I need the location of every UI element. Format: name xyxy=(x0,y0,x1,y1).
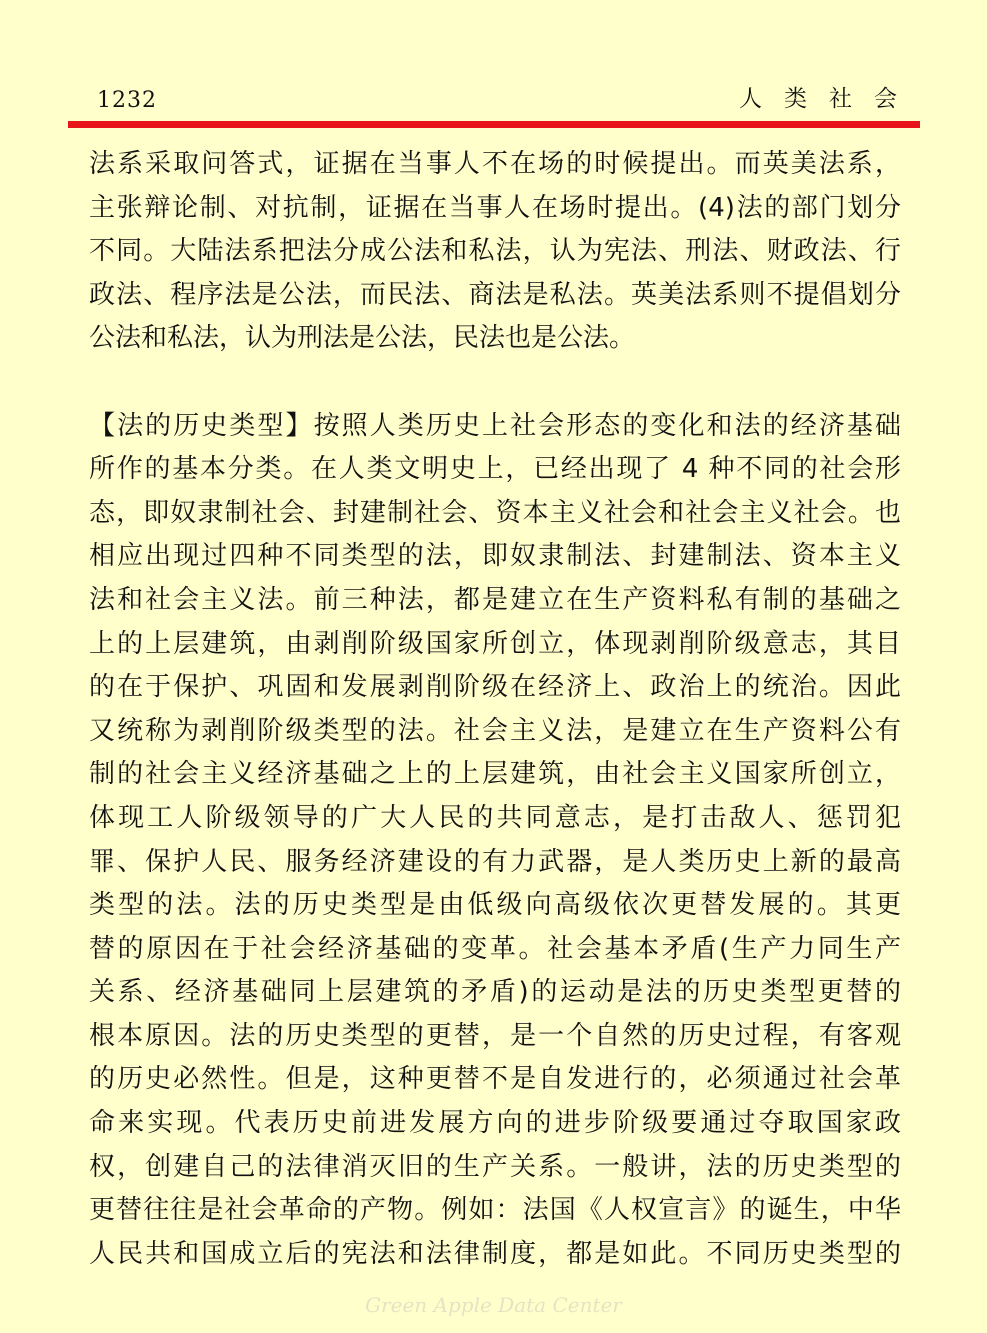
text-line: 替的原因在于社会经济基础的变革。社会基本矛盾(生产力同生产 xyxy=(89,933,901,964)
watermark: Green Apple Data Center xyxy=(365,1293,622,1317)
paragraph-spacer xyxy=(89,361,901,405)
paragraph-1 xyxy=(89,143,901,361)
text-line: 所作的基本分类。在人类文明史上，已经出现了 4 种不同的社会形 xyxy=(89,454,901,485)
text-line: 更替往往是社会革命的产物。例如：法国《人权宣言》的诞生，中华 xyxy=(89,1195,901,1226)
text-line: 罪、保护人民、服务经济建设的有力武器，是人类历史上新的最高 xyxy=(89,846,901,877)
text-line: 人民共和国成立后的宪法和法律制度，都是如此。不同历史类型的 xyxy=(89,1238,901,1269)
body-text xyxy=(89,143,901,1276)
text-line: 法系采取问答式，证据在当事人不在场的时候提出。而英美法系， xyxy=(89,149,901,179)
text-line: 法和社会主义法。前三种法，都是建立在生产资料私有制的基础之 xyxy=(89,584,901,615)
text-line: 的在于保护、巩固和发展剥削阶级在经济上、政治上的统治。因此 xyxy=(89,672,901,703)
text-line: 体现工人阶级领导的广大人民的共同意志，是打击敌人、惩罚犯 xyxy=(89,802,901,833)
text-line: 命来实现。代表历史前进发展方向的进步阶级要通过夺取国家政 xyxy=(89,1108,901,1139)
text-line: 又统称为剥削阶级类型的法。社会主义法，是建立在生产资料公有 xyxy=(89,715,901,746)
text-line: 权，创建自己的法律消灭旧的生产关系。一般讲，法的历史类型的 xyxy=(89,1151,901,1182)
text-line: 上的上层建筑，由剥削阶级国家所创立，体现剥削阶级意志，其目 xyxy=(89,628,901,659)
text-line: 关系、经济基础同上层建筑的矛盾)的运动是法的历史类型更替的 xyxy=(89,977,901,1008)
text-line: 政法、程序法是公法，而民法、商法是私法。英美法系则不提倡划分 xyxy=(89,279,901,310)
text-line: 不同。大陆法系把法分成公法和私法，认为宪法、刑法、财政法、行 xyxy=(89,236,901,267)
header-rule xyxy=(68,121,920,128)
text-line: 的历史必然性。但是，这种更替不是自发进行的，必须通过社会革 xyxy=(89,1064,901,1095)
text-line: 制的社会主义经济基础之上的上层建筑，由社会主义国家所创立， xyxy=(89,759,901,790)
text-line: 公法和私法，认为刑法是公法，民法也是公法。 xyxy=(89,323,636,354)
text-line: 根本原因。法的历史类型的更替，是一个自然的历史过程，有客观 xyxy=(89,1020,901,1051)
text-line: 相应出现过四种不同类型的法，即奴隶制法、封建制法、资本主义 xyxy=(89,541,901,572)
page-number: 1232 xyxy=(97,88,157,113)
text-line: 类型的法。法的历史类型是由低级向高级依次更替发展的。其更 xyxy=(89,890,901,921)
text-line: 主张辩论制、对抗制，证据在当事人在场时提出。(4)法的部门划分 xyxy=(89,192,901,223)
running-title: 人类社会 xyxy=(739,86,919,112)
text-line: 【法的历史类型】按照人类历史上社会形态的变化和法的经济基础 xyxy=(89,410,901,441)
text-line: 态，即奴隶制社会、封建制社会、资本主义社会和社会主义社会。也 xyxy=(89,497,901,528)
paragraph-2 xyxy=(89,405,901,1277)
